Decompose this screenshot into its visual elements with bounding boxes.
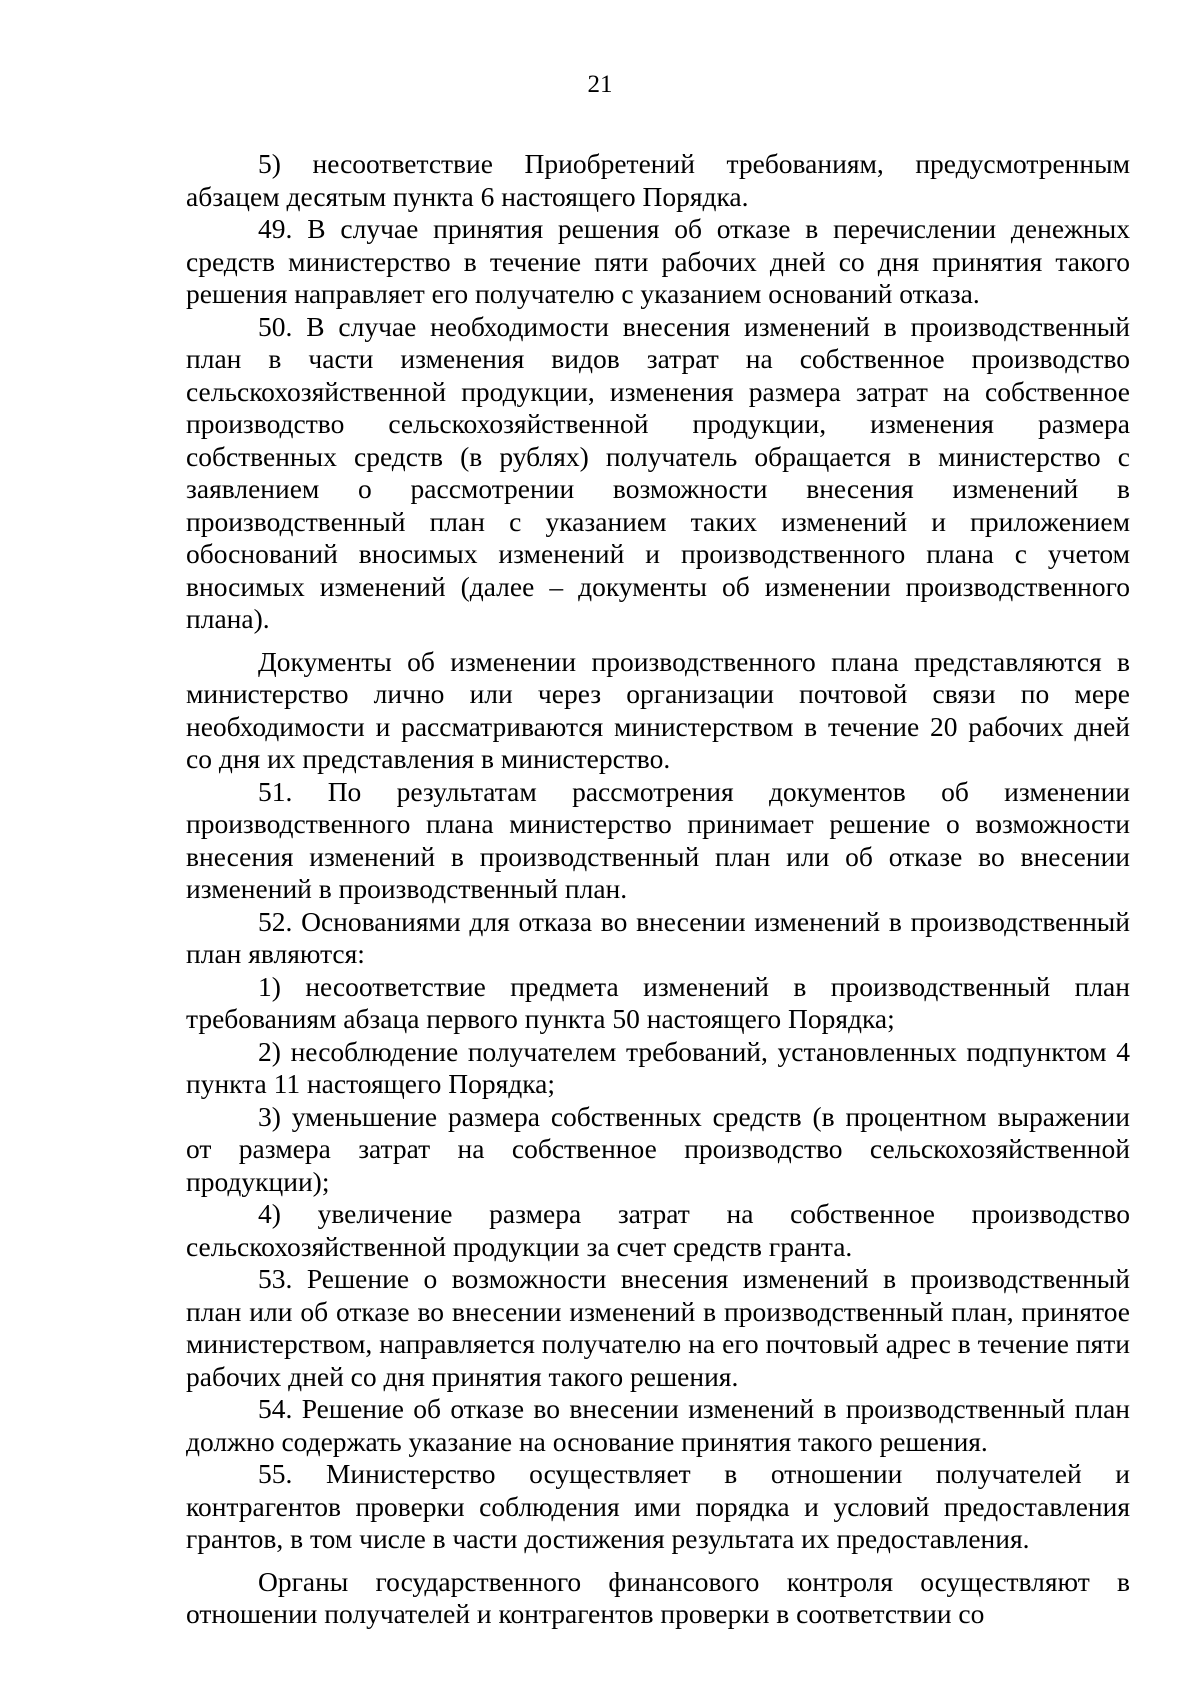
paragraph-52-item-1: 1) несоответствие предмета изменений в производственный план требованиям абзаца первого пункта 50 настоящего Порядка; bbox=[186, 970, 1130, 1034]
paragraph-52-item-4: 4) увеличение размера затрат на собственное производство сельскохозяйственной продукции за счет средств гранта. bbox=[186, 1198, 1130, 1262]
paragraph-52-item-2: 2) несоблюдение получателем требований, установленных подпунктом 4 пункта 11 настоящего Порядка; bbox=[186, 1035, 1130, 1099]
paragraph-51: 51. По результатам рассмотрения документов об изменении производственного плана министерство принимает решение о возможности внесения изменений в производственный план или об отказе во внесении изменений в производственный план. bbox=[186, 775, 1130, 904]
paragraph-53: 53. Решение о возможности внесения изменений в производственный план или об отказе во внесении изменений в производственный план, принятое министерством, направляется получателю на его почтовый адрес в течение пяти рабочих дней со дня принятия такого решения. bbox=[186, 1263, 1130, 1392]
paragraph-55-continuation: Органы государственного финансового контроля осуществляют в отношении получателей и контрагентов проверки в соответствии со bbox=[186, 1565, 1130, 1629]
paragraph-50-continuation: Документы об изменении производственного плана представляются в министерство лично или через организации почтовой связи по мере необходимости и рассматриваются министерством в течение 20 рабочих дней со дня их представления в министерство. bbox=[186, 645, 1130, 774]
paragraph-52-item-3: 3) уменьшение размера собственных средств (в процентном выражении от размера затрат на собственное производство сельскохозяйственной продукции); bbox=[186, 1100, 1130, 1197]
page-number: 21 bbox=[587, 71, 613, 98]
paragraph-52: 52. Основаниями для отказа во внесении изменений в производственный план являются: bbox=[186, 905, 1130, 969]
paragraph-49: 49. В случае принятия решения об отказе в перечислении денежных средств министерство в течение пяти рабочих дней со дня принятия такого решения направляет его получателю с указанием оснований отказа. bbox=[186, 213, 1130, 309]
paragraph-50: 50. В случае необходимости внесения изменений в производственный план в части изменения видов затрат на собственное производство сельскохозяйственной продукции, изменения размера затрат на собственное производство сельскохозяйственной продукции, изменения размера собственных средств (в рублях) получатель обращается в министерство с заявлением о рассмотрении возможности внесения изменений в производственный план с указанием таких изменений и приложением обоснований вносимых изменений и производственного плана с учетом вносимых изменений (далее – документы об изменении производственного плана). bbox=[186, 310, 1130, 634]
paragraph-55: 55. Министерство осуществляет в отношении получателей и контрагентов проверки соблюдения ими порядка и условий предоставления грантов, в том числе в части достижения результата их предоставления. bbox=[186, 1458, 1130, 1554]
paragraph-54: 54. Решение об отказе во внесении изменений в производственный план должно содержать указание на основание принятия такого решения. bbox=[186, 1393, 1130, 1457]
document-body bbox=[186, 148, 1130, 1631]
paragraph-item-5: 5) несоответствие Приобретений требованиям, предусмотренным абзацем десятым пункта 6 настоящего Порядка. bbox=[186, 148, 1130, 212]
